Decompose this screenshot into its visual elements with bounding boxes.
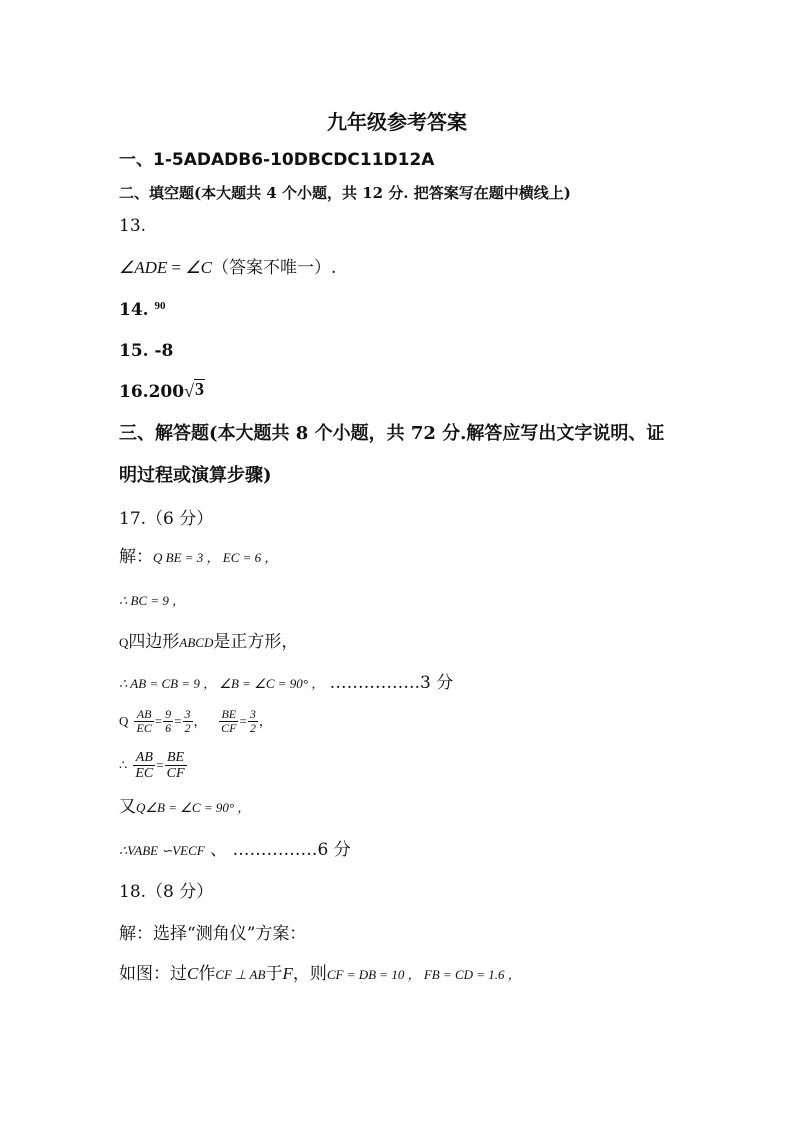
q17-math-7: Q∠B = ∠C = 90° ， — [136, 800, 251, 815]
frac-3-2-b: $\frac{3}{2}$ — [249, 707, 256, 735]
q18-text-a: 如图：过 — [119, 964, 187, 984]
q17-label: 17.（6 分） — [119, 509, 214, 529]
q17-score-8: 6 分 — [317, 840, 351, 860]
q17-step-6: ∴ $\frac{AB}{EC}$ = $\frac{BE}{CF}$ — [119, 750, 185, 781]
section-3-heading-line2: 明过程或演算步骤) — [119, 465, 272, 486]
q17-dots-4: …………… — [329, 673, 415, 693]
q14-line — [119, 300, 166, 322]
q17-step-3 — [119, 632, 298, 653]
frac-be-cf: $\frac{BE}{CF}$ — [221, 707, 237, 735]
q18-point-c: C — [187, 964, 199, 983]
frac-3-2: $\frac{3}{2}$ — [184, 707, 191, 735]
q18-math-1: CF ⊥ AB — [215, 967, 266, 982]
frac-be-cf-2: $\frac{BE}{CF}$ — [166, 750, 185, 781]
q17-text-3: 四边形 — [128, 632, 180, 652]
q16-label: 16.200 — [119, 382, 185, 402]
q17-math-2: ∴ BC = 9 ， — [119, 593, 186, 608]
q17-text-3-end: 是正方形， — [213, 632, 299, 652]
q13-equals: = — [167, 258, 186, 277]
section-3-heading-line1: 三、解答题(本大题共 8 个小题，共 72 分.解答应写出文字说明、证 — [119, 423, 665, 444]
q18-point-f: F — [282, 964, 293, 983]
q17-math-4: ∴ AB = CB = 9 ， ∠B = ∠C = 90° ， — [119, 676, 325, 691]
q17-step-2 — [119, 590, 185, 611]
q17-therefore-6: ∴ — [119, 757, 128, 773]
q17-step-8 — [119, 840, 351, 861]
q13-angle-c: ∠C — [185, 258, 212, 277]
q17-math-8: ∴VABE ∽VECF — [119, 843, 205, 858]
q15-line: 15. -8 — [119, 341, 174, 361]
q13-answer — [119, 258, 336, 278]
frac-9-6: $\frac{9}{6}$ — [165, 707, 172, 735]
q16-line — [119, 381, 205, 402]
q17-because-5: Q — [119, 713, 129, 729]
q14-label: 14. — [119, 300, 149, 320]
q17-step-5: Q $\frac{AB}{EC}$ = $\frac{9}{6}$ = $\frac{3}{2}$ ， $\frac{BE}{CF}$ = $\frac{3}{2}$ ， — [119, 707, 272, 735]
q18-step-1: 解：选择“测角仪”方案： — [119, 924, 307, 944]
q17-score-4: .3 分 — [414, 673, 454, 693]
q17-step-4 — [119, 673, 453, 694]
q17-math-1: Q BE = 3 ， EC = 6 ， — [153, 550, 278, 565]
q16-radicand: 3 — [194, 379, 204, 399]
q18-step-2 — [119, 964, 521, 985]
page-title: 九年级参考答案 — [327, 110, 467, 134]
q18-math-2: CF = DB = 10 ， FB = CD = 1.6 ， — [326, 967, 521, 982]
q17-step-1 — [119, 547, 277, 568]
q14-value: 90 — [154, 300, 166, 312]
section-2-heading: 二、填空题(本大题共 4 个小题，共 12 分. 把答案写在题中横线上) — [119, 184, 571, 202]
q17-jie: 解： — [119, 547, 153, 567]
q18-label: 18.（8 分） — [119, 882, 214, 902]
q17-step-7 — [119, 797, 250, 818]
q13-angle-ade: ∠ADE — [119, 258, 168, 277]
q13-label: 13. — [119, 216, 147, 236]
q17-abcd: ABCD — [179, 635, 214, 650]
q13-note: （答案不唯一）. — [211, 258, 337, 278]
frac-ab-ec-2: $\frac{AB}{EC}$ — [135, 750, 154, 781]
section-1-answers: 一、1-5ADADB6-10DBCDC11D12A — [119, 150, 435, 170]
q18-text-e: ，则 — [292, 964, 327, 984]
q17-because-3: Q — [119, 635, 129, 650]
q17-dots-8: 、 …………… — [210, 840, 318, 860]
q18-text-b: 作 — [198, 964, 216, 984]
sqrt-symbol: √3 — [184, 379, 204, 401]
q18-text-d: 于 — [265, 964, 283, 984]
q17-you: 又 — [119, 797, 136, 817]
frac-ab-ec: $\frac{AB}{EC}$ — [136, 707, 152, 735]
